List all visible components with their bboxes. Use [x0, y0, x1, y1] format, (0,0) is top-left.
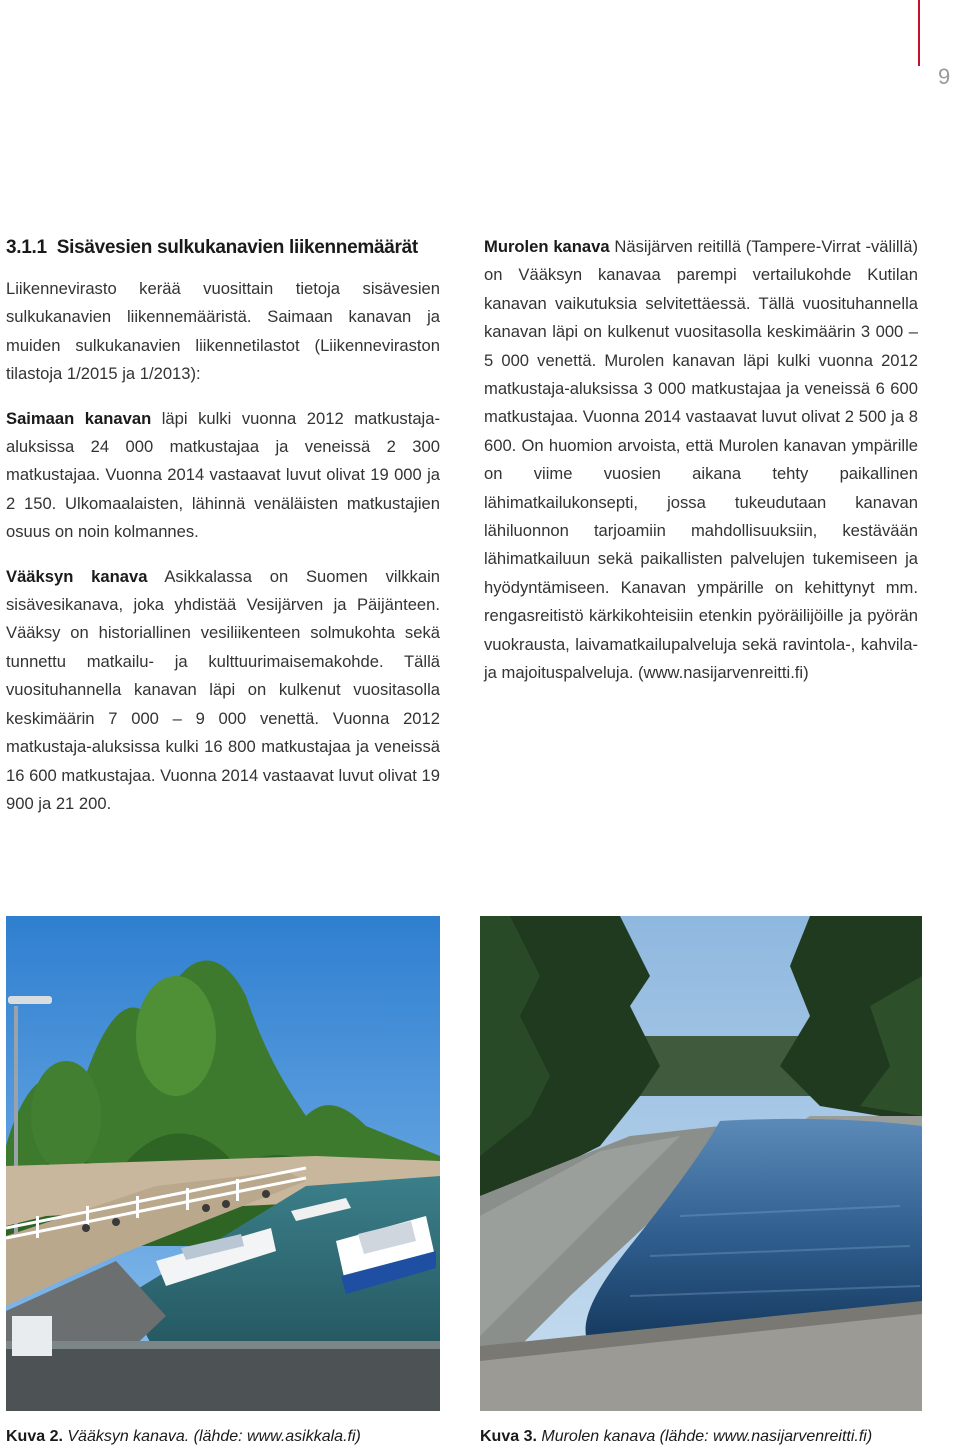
saimaa-paragraph [6, 405, 440, 547]
figure-text-2: Vääksyn kanava. (lähde: www.asikkala.fi) [62, 1428, 361, 1445]
saimaa-lead: Saimaan kanavan [6, 408, 152, 428]
murole-canal-photo [480, 916, 922, 1411]
section-heading [6, 233, 440, 263]
figure-text-3: Murolen kanava (lähde: www.nasijarvenreitti.fi) [536, 1428, 873, 1445]
section-number: 3.1.1 [6, 237, 47, 258]
figure-caption-3 [480, 1428, 872, 1446]
section-title: Sisävesien sulkukanavien liikennemäärät [56, 237, 418, 258]
vaaksy-text: Asikkalassa on Suomen vilkkain sisävesikanava, joka yhdistää Vesijärven ja Päijänteen. Vääksy on historiallinen vesiliikenteen solmukohta sekä tunnettu matkailu- ja kulttuurimaisemakohde. Tällä vuosituhannella kanavan läpi on kulkenut vuositasolla keskimäärin 7 000 – 9 000 venettä. Vuonna 2012 matkustaja-aluksissa kulki 16 800 matkustajaa ja veneissä 16 600 matkustajaa. Vuonna 2014 vastaavat luvut olivat 19 900 ja 21 200. [6, 566, 440, 813]
murole-lead: Murolen kanava [484, 237, 610, 256]
intro-paragraph: Liikennevirasto kerää vuosittain tietoja sisävesien sulkukanavien liikennemääristä. Saimaan kanavan ja muiden sulkukanavien liikennetilastot (Liikenneviraston tilastoja 1/2015 ja 1/2013): [6, 279, 440, 384]
murole-text: Näsijärven reitillä (Tampere-Virrat -välillä) on Vääksyn kanavaa parempi vertailukohde Kutilan kanavan vaikutuksia selvitettäessä. Tällä vuosituhannella kanavan läpi on kulkenut vuositasolla keskimäärin 3 000 – 5 000 venettä. Murolen kanavan läpi kulki vuonna 2012 matkustaja-aluksissa 3 000 matkustajaa ja veneissä 6 600 matkustajaa. Vuonna 2014 vastaavat luvut olivat 2 500 ja 8 600. On huomion arvoista, että Murolen kanavan ympärille on viime vuosien aikana tehty paikallinen lähimatkailukonsepti, jossa tukeudutaan kanavan lähiluonnon tarjoamiin mahdollisuuksiin, kestävään lähimatkailuun sekä paikallisten palvelujen tukemiseen ja hyödyntämiseen. Kanavan ympärille on kehittynyt mm. rengasreitistö kärkikohteisiin etenkin pyöräilijöille ja pyörän vuokrausta, laivamatkailupalveluja sekä ravintola-, kahvila- ja majoituspalveluja. (www.nasijarvenreitti.fi) [484, 237, 919, 683]
saimaa-text: läpi kulki vuonna 2012 matkustaja-aluksissa 24 000 matkustajaa ja veneissä 2 300 matkustajaa. Vuonna 2014 vastaavat luvut olivat 19 000 ja 2 150. Ulkomaalaisten, lähinnä venäläisten matkustajien osuus on noin kolmannes. [6, 408, 440, 542]
vaaksy-lead: Vääksyn kanava [6, 566, 148, 586]
page-number: 9 [938, 64, 951, 89]
vaaksy-canal-photo [6, 916, 440, 1411]
page-accent-rule [918, 0, 920, 66]
figure-caption-2 [6, 1428, 361, 1446]
murole-paragraph [484, 233, 918, 688]
figure-label-3: Kuva 3. [480, 1428, 537, 1445]
right-column [484, 233, 918, 704]
figure-label-2: Kuva 2. [6, 1428, 63, 1445]
left-column [6, 233, 440, 834]
vaaksy-paragraph [6, 563, 440, 819]
